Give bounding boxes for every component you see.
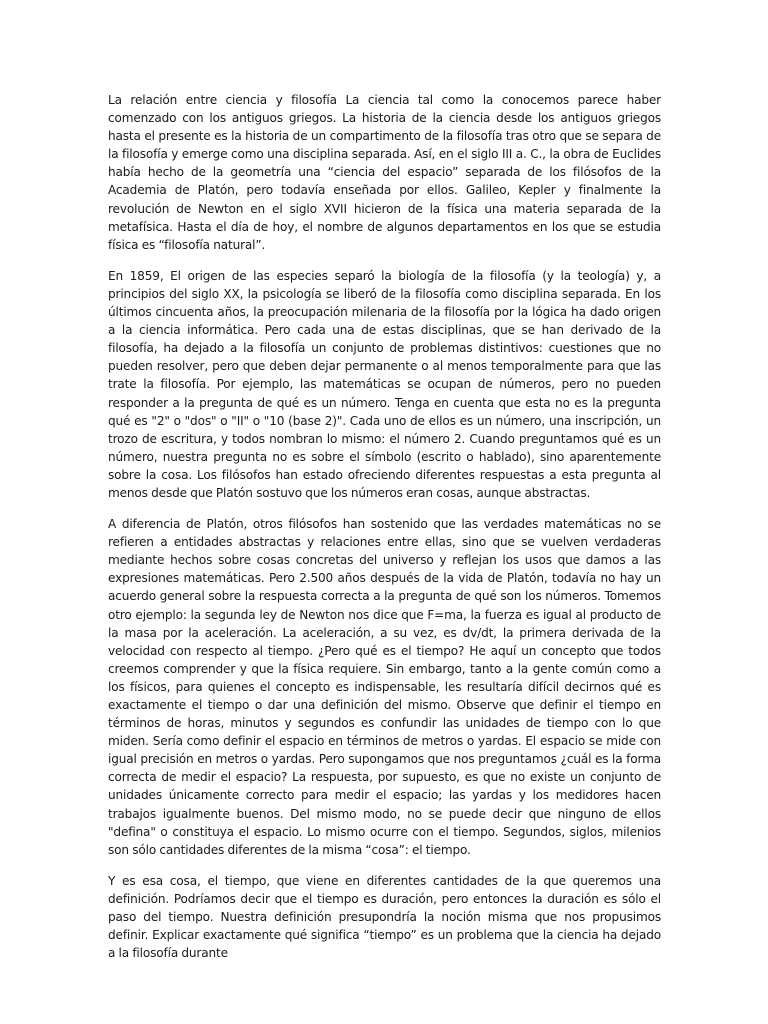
paragraph-platon-tiempo: A diferencia de Platón, otros filósofos han sostenido que las verdades matemáticas no se refieren a entidades abstractas y relaciones entre ellas, sino que se vuelven verdaderas mediante hechos sobre cosas concretas del universo y reflejan los usos que damos a las expresiones matemáticas. Pero 2.500 años después de la vida de Platón, todavía no hay un acuerdo general sobre la respuesta correcta a la pregunta de qué son los números. Tomemos otro ejemplo: la segunda ley de Newton nos dice que F=ma, la fuerza es igual al producto de la masa por la aceleración. La aceleración, a su vez, es dv/dt, la primera derivada de la velocidad con respecto al tiempo. ¿Pero qué es el tiempo? He aquí un concepto que todos creemos comprender y que la física requiere. Sin embargo, tanto a la gente común como a los físicos, para quienes el concepto es indispensable, les resultaría difícil decirnos qué es exactamente el tiempo o dar una definición del mismo. Observe que definir el tiempo en términos de horas, minutos y segundos es confundir las unidades de tiempo con lo que miden. Sería como definir el espacio en términos de metros o yardas. El espacio se mide con igual precisión en metros o yardas. Pero supongamos que nos preguntamos ¿cuál es la forma correcta de medir el espacio? La respuesta, por supuesto, es que no existe un conjunto de unidades únicamente correcto para medir el espacio; las yardas y los medidores hacen trabajos igualmente buenos. Del mismo modo, no se puede decir que ninguno de ellos "defina" o constituya el espacio. Lo mismo ocurre con el tiempo. Segundos, siglos, milenios son sólo cantidades diferentes de la misma “cosa”: el tiempo. <box>108 517 661 857</box>
paragraph-origen-especies: En 1859, El origen de las especies separó la biología de la filosofía (y la teología) y, a principios del siglo XX, la psicología se liberó de la filosofía como disciplina separada. En los últimos cincuenta años, la preocupación milenaria de la filosofía por la lógica ha dado origen a la ciencia informática. Pero cada una de estas disciplinas, que se han derivado de la filosofía, ha dejado a la filosofía un conjunto de problemas distintivos: cuestiones que no pueden resolver, pero que deben dejar permanente o al menos temporalmente para que las trate la filosofía. Por ejemplo, las matemáticas se ocupan de números, pero no pueden responder a la pregunta de qué es un número. Tenga en cuenta que esta no es la pregunta qué es "2" o "dos" o "II" o "10 (base 2)". Cada uno de ellos es un número, una inscripción, un trozo de escritura, y todos nombran lo mismo: el número 2. Cuando preguntamos qué es un número, nuestra pregunta no es sobre el símbolo (escrito o hablado), sino aparentemente sobre la cosa. Los filósofos han estado ofreciendo diferentes respuestas a esta pregunta al menos desde que Platón sostuvo que los números eran cosas, aunque abstractas. <box>108 268 661 500</box>
paragraph-ciencia-filosofia: La relación entre ciencia y filosofía La ciencia tal como la conocemos parece haber comenzado con los antiguos griegos. La historia de la ciencia desde los antiguos griegos hasta el presente es la historia de un compartimento de la filosofía tras otro que se separa de la filosofía y emerge como una disciplina separada. Así, en el siglo III a. C., la obra de Euclides había hecho de la geometría una “ciencia del espacio” separada de los filósofos de la Academia de Platón, pero todavía enseñada por ellos. Galileo, Kepler y finalmente la revolución de Newton en el siglo XVII hicieron de la física una materia separada de la metafísica. Hasta el día de hoy, el nombre de algunos departamentos en los que se estudia física es “filosofía natural”. <box>108 93 661 252</box>
document-page <box>108 91 661 975</box>
paragraph-definicion-tiempo: Y es esa cosa, el tiempo, que viene en diferentes cantidades de la que queremos una definición. Podríamos decir que el tiempo es duración, pero entonces la duración es sólo el paso del tiempo. Nuestra definición presupondría la noción misma que nos propusimos definir. Explicar exactamente qué significa “tiempo” es un problema que la ciencia ha dejado a la filosofía durante <box>108 873 661 961</box>
